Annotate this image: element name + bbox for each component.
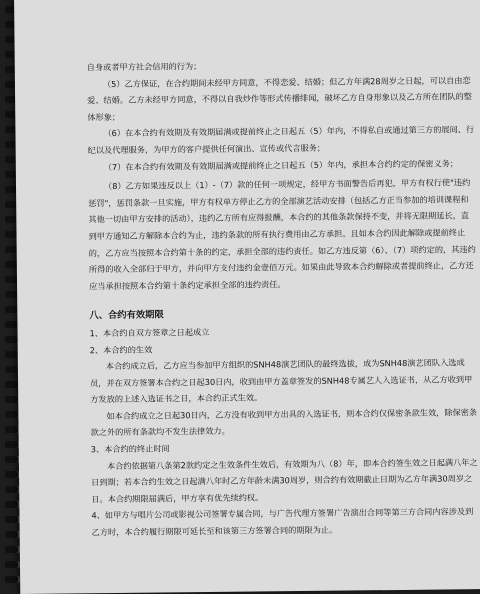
paragraph-2: （5）乙方保证，在合约期间未经甲方同意，不得恋爱、结婚；但乙方年满28周岁之日起，可以自由恋爱、结婚。乙方未经甲方同意，不得以自我炒作等形式传播绯闻，破坏乙方自身形象以及乙方所在团队的整体形象； bbox=[87, 74, 472, 123]
binding-ring bbox=[5, 411, 18, 418]
paragraph-1: 自身或者甲方社会信用的行为； bbox=[86, 61, 202, 73]
clause-2-text-b: 如本合约成立之日起30日内，乙方没有收到甲方出具的入选证书，则本合约仅保密条款生效，除保密条款之外的所有条款均不发生法律效力。 bbox=[90, 407, 478, 438]
binding-ring bbox=[5, 306, 18, 313]
paragraph-3: （6）在本合约有效期及有效期届满或提前终止之日起五（5）年内，不得私自或通过第三方的展间、行纪以及代理服务，为甲方的客户提供任何演出、宣传或代言服务； bbox=[87, 124, 475, 156]
document-page bbox=[14, 0, 480, 594]
clause-4: 4、如甲方与唱片公司或影视公司签署专属合同，与广告代理方签署广告演出合同等第三方合同内容涉及到乙方时，本合约履行期限可延长至和该第三方签署合同的期限为止。 bbox=[91, 506, 474, 538]
paragraph-4: （7）在本合约有效期及有效期届满或提前终止之日起五（5）年内，承担本合约约定的保密义务； bbox=[103, 157, 459, 172]
binding-ring bbox=[5, 531, 18, 538]
binding-ring bbox=[5, 516, 18, 523]
paragraph-5: （8）乙方如果违反以上（1）-（7）款的任何一项规定，经甲方书面警告后再犯，甲方有权行使"违约惩罚"，惩罚条款一旦实施，甲方有权单方停止乙方的全部演艺活动安排（包括乙方正当参加的培训课程和其他一切由甲方安排的活动），违约乙方所有应得报酬，本合约的其他条款保持不变，并将无限期延长，直到甲方通知乙方解除本合约为止，违约条款的所有执行费用由乙方承担。且如本合约因此解除或提前终止的，乙方应当按照本合约第十条的约定，承担全部的违约责任。如乙方违反第（6）、（7）项约定的，其违约所得的收入全部归于甲方，并向甲方支付违约金壹佰万元。如果由此导致本合约解除或者提前终止，乙方还应当承担按照本合约第十条约定承担全部的违约责任。 bbox=[88, 177, 476, 291]
binding-ring bbox=[5, 561, 18, 568]
section-heading: 八、合约有效期限 bbox=[89, 309, 164, 322]
binding-ring bbox=[5, 456, 18, 463]
binding-ring bbox=[5, 321, 18, 328]
binding-ring bbox=[5, 291, 18, 298]
binding-ring bbox=[5, 486, 18, 493]
binding-ring bbox=[5, 366, 18, 373]
binding-ring bbox=[5, 441, 18, 448]
clause-2: 2、本合约的生效 bbox=[89, 344, 153, 355]
clause-3: 3、本合约的终止时间 bbox=[90, 443, 170, 455]
binding-ring bbox=[5, 501, 18, 508]
clause-2-text-a: 本合约成立后，乙方应当参加甲方组织的SNH48演艺团队的最终选拔，成为SNH48演艺团队入选成员，并在双方签署本合约之日起30日内，收到由甲方盖章签发的SNH48专属艺人入选证书，从乙方收到甲方发放的上述入选证书之日，本合约正式生效。 bbox=[90, 357, 473, 405]
binding-ring bbox=[5, 546, 18, 553]
binding-ring bbox=[5, 351, 18, 358]
clause-1: 1、本合约自双方签章之日起成立 bbox=[89, 326, 210, 339]
binding-ring bbox=[5, 426, 18, 433]
binding-ring bbox=[5, 471, 18, 478]
binding-ring bbox=[5, 576, 18, 583]
binding-ring bbox=[5, 396, 18, 403]
contract-text bbox=[87, 55, 480, 541]
clause-3-text: 本合约依据第八条第2款约定之生效条件生效后，有效期为八（8）年，即本合约签生效之日起满八年之日到期；若本合约生效之日起满八年时乙方年龄未满30周岁，则合约有效期截止日期为乙方年满30周岁之日。本合约期限届满后，甲方享有优先续约权。 bbox=[91, 456, 478, 505]
binding-ring bbox=[5, 381, 18, 388]
binding-ring bbox=[5, 336, 18, 343]
